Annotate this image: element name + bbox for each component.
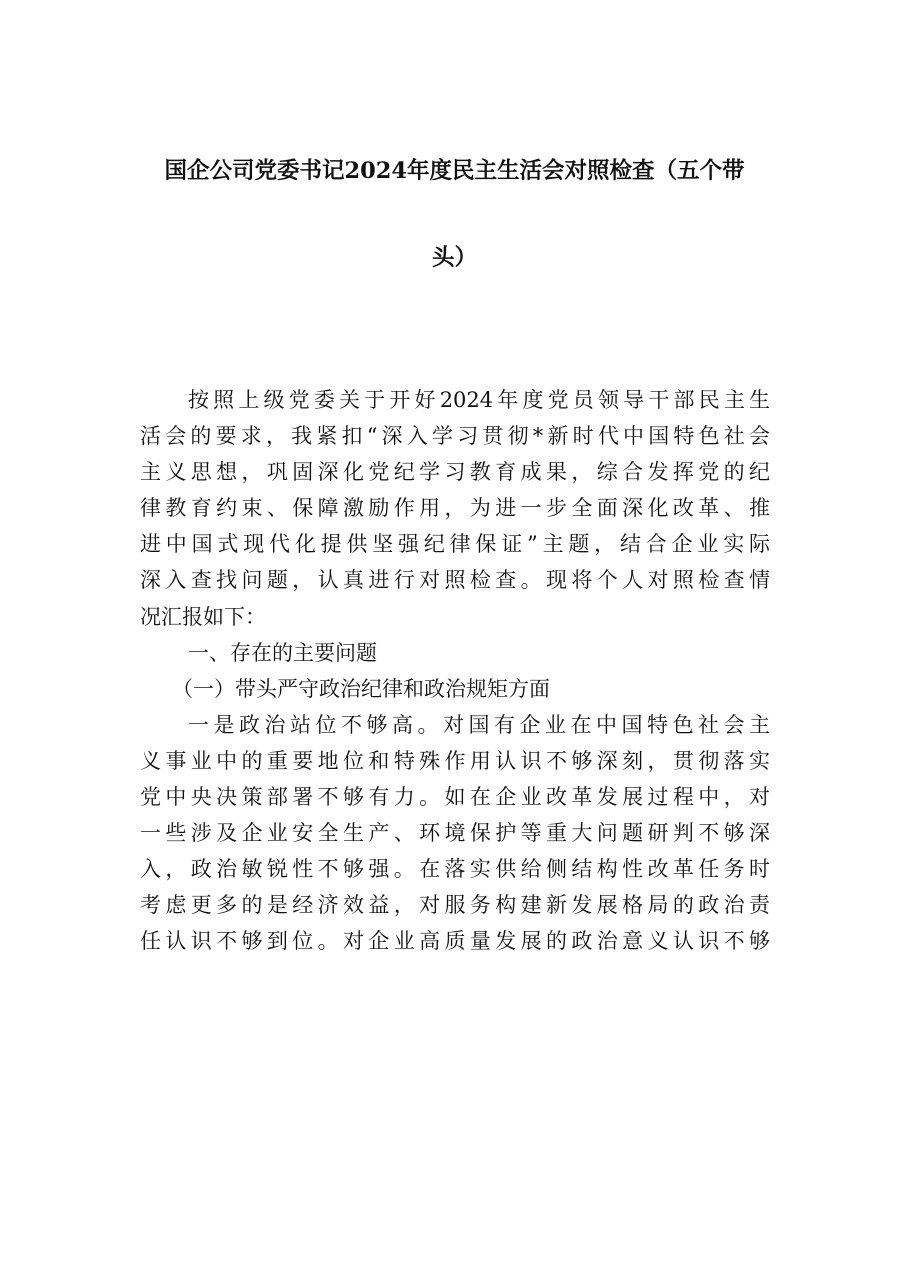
body-text-line: 入，政治敏锐性不够强。在落实供给侧结构性改革任务时 [140, 857, 770, 882]
body-text-line: 党中央决策部署不够有力。如在企业改革发展过程中，对 [140, 785, 770, 810]
body-text-line: （一）带头严守政治纪律和政治规矩方面 [172, 676, 550, 701]
document-body [140, 384, 770, 962]
body-text-line: 活会的要求，我紧扣“深入学习贯彻*新时代中国特色社会 [140, 424, 770, 449]
body-text-line: 任认识不够到位。对企业高质量发展的政治意义认识不够 [140, 929, 770, 954]
body-text-line: 主义思想，巩固深化党纪学习教育成果，综合发挥党的纪 [140, 460, 770, 485]
body-text-line: 一、存在的主要问题 [188, 640, 377, 665]
document-title-line-1: 国企公司党委书记2024年度民主生活会对照检查（五个带 [164, 158, 745, 184]
body-text-line: 进中国式现代化提供坚强纪律保证”主题，结合企业实际 [140, 532, 770, 557]
body-text-line: 况汇报如下： [140, 604, 266, 629]
document-title-line-2: 头） [431, 245, 477, 271]
body-text-line: 考虑更多的是经济效益，对服务构建新发展格局的政治责 [140, 893, 770, 918]
body-text-line: 深入查找问题，认真进行对照检查。现将个人对照检查情 [140, 568, 770, 593]
body-text-line: 按照上级党委关于开好2024年度党员领导干部民主生 [188, 388, 770, 412]
body-text-line: 义事业中的重要地位和特殊作用认识不够深刻，贯彻落实 [140, 748, 770, 773]
body-text-line: 一是政治站位不够高。对国有企业在中国特色社会主 [188, 712, 770, 737]
body-text-line: 律教育约束、保障激励作用，为进一步全面深化改革、推 [140, 496, 770, 521]
body-text-line: 一些涉及企业安全生产、环境保护等重大问题研判不够深 [140, 821, 770, 846]
